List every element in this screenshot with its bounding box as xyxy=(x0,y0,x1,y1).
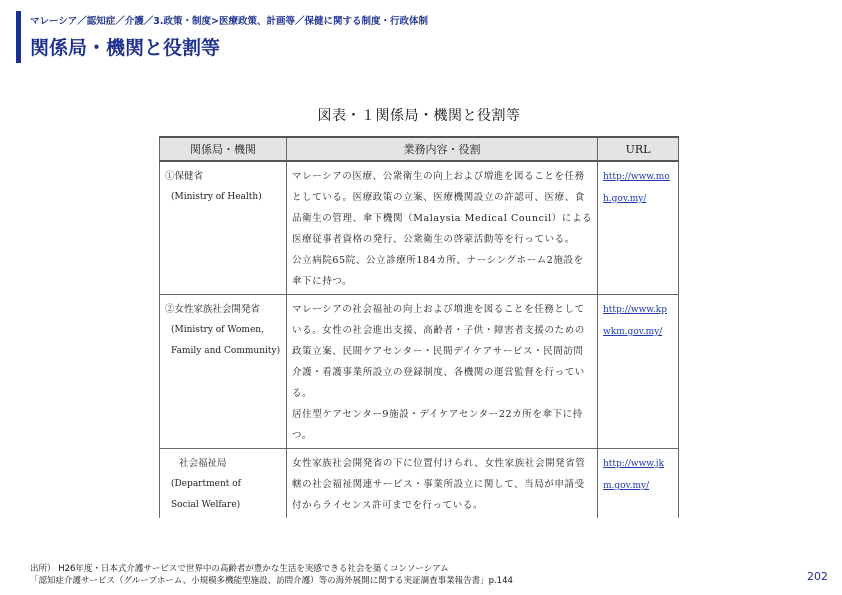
agency-cell xyxy=(160,161,287,295)
agency-table xyxy=(159,136,679,518)
role-cell xyxy=(287,295,598,449)
agency-english-name: (Ministry of Health) xyxy=(171,192,262,202)
column-header-role: 業務内容・役割 xyxy=(287,137,598,161)
agency-name: ②女性家族社会開発省 xyxy=(165,304,261,315)
column-header-url: URL xyxy=(598,137,679,161)
page-title: 関係局・機関と役割等 xyxy=(30,37,221,59)
breadcrumb: マレーシア／認知症／介護／3.政策・制度>医療政策、計画等／保健に関する制度・行政体制 xyxy=(30,16,428,27)
role-description: 女性家族社会開発省の下に位置付けられ、女性家族社会開発省管轄の社会福祉関連サービス・事業所設立に関して、当局が申請受付からライセンス許可までを行っている。 xyxy=(292,458,586,511)
role-description: マレーシアの社会福祉の向上および増進を図ることを任務としている。女性の社会進出支援、高齢者・子供・障害者支援のための政策立案、民間ケアセンター・民間デイケアサービス・民間訪問介護・看護事業所設立の登録制度、各機関の運営監督を行っている。 xyxy=(292,304,585,399)
role-cell xyxy=(287,161,598,295)
agency-name: 社会福祉局 xyxy=(179,458,227,469)
table-header-row xyxy=(160,137,679,161)
column-header-agency: 関係局・機関 xyxy=(160,137,287,161)
agency-cell xyxy=(160,449,287,519)
table-row xyxy=(160,161,679,295)
agency-name: ①保健省 xyxy=(165,171,204,182)
agency-english-name: (Department of Social Welfare) xyxy=(171,479,241,510)
table-row xyxy=(160,295,679,449)
url-cell xyxy=(598,161,679,295)
agency-cell xyxy=(160,295,287,449)
source-citation xyxy=(30,563,513,587)
role-facilities: 公立病院65院、公立診療所184カ所、ナーシングホーム2施設を傘下に持つ。 xyxy=(292,255,584,287)
figure-title: 図表・１関係局・機関と役割等 xyxy=(317,108,521,124)
title-accent-bar xyxy=(16,11,21,63)
role-description: マレーシアの医療、公衆衛生の向上および増進を図ることを任務としている。医療政策の立案、医療機関設立の許認可、医療、食品衛生の管理、傘下機関（Malaysia Medical Council）による医療従事者資格の発行、公衆衛生の啓蒙活動等を行っている。 xyxy=(292,171,593,245)
agency-url-link[interactable]: http://www.jkm.gov.my/ xyxy=(603,459,665,491)
source-line: 「認知症介護サービス（グループホーム、小規模多機能型施設、訪問介護）等の海外展開に関する実証調査事業報告書」p.144 xyxy=(30,576,513,586)
page-number: 202 xyxy=(807,570,828,583)
url-cell xyxy=(598,295,679,449)
agency-url-link[interactable]: http://www.moh.gov.my/ xyxy=(603,172,670,204)
agency-english-name: (Ministry of Women, Family and Community) xyxy=(171,325,281,356)
role-facilities: 居住型ケアセンター9施設・デイケアセンター22カ所を傘下に持つ。 xyxy=(292,409,583,441)
table-row xyxy=(160,449,679,519)
url-cell xyxy=(598,449,679,519)
agency-url-link[interactable]: http://www.kpwkm.gov.my/ xyxy=(603,305,668,337)
role-cell xyxy=(287,449,598,519)
source-line: 出所） H26年度・日本式介護サービスで世界中の高齢者が豊かな生活を実感できる社会を築くコンソーシアム xyxy=(30,564,449,574)
scanned-figure xyxy=(152,100,686,550)
